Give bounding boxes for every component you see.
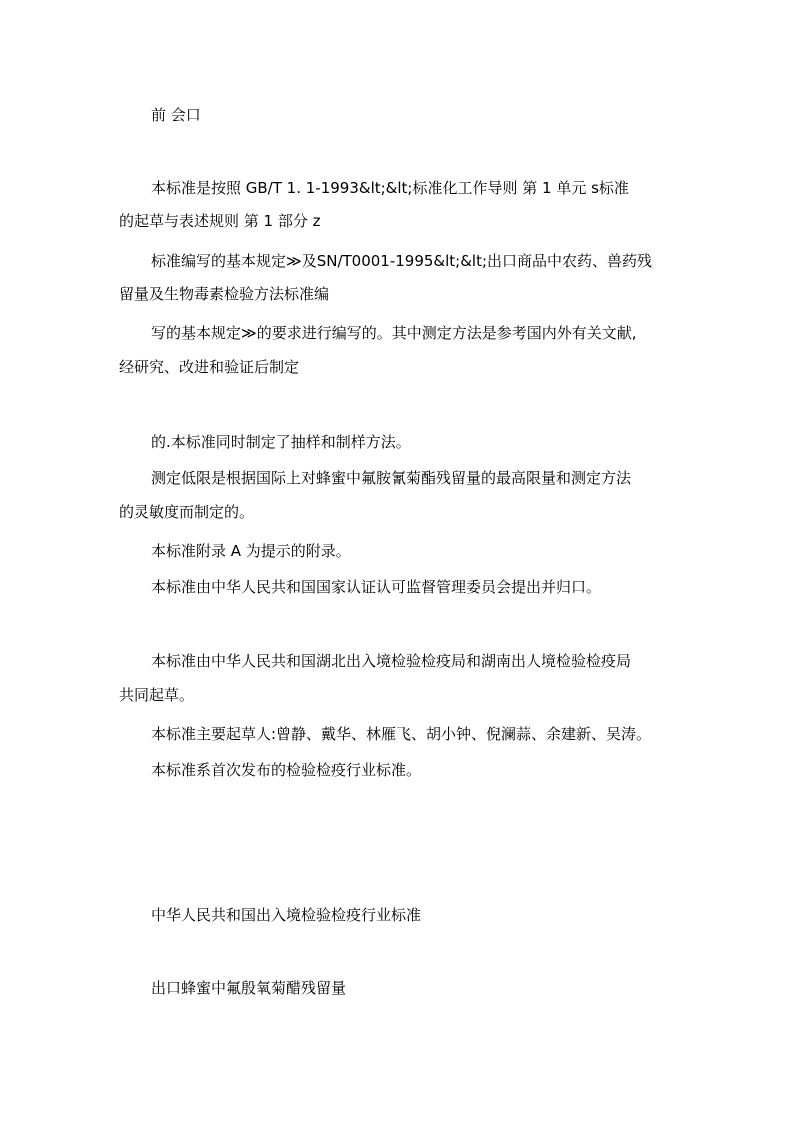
paragraph-7-line-1: 本标准由中华人民共和国国家认证认可监督管理委员会提出并归口。 — [151, 578, 602, 596]
heading: 前 会口 — [151, 106, 201, 124]
standard-title: 中华人民共和国出入境检验检疫行业标准 — [151, 906, 422, 924]
paragraph-4-line-1: 的.本标准同时制定了抽样和制样方法。 — [151, 433, 411, 451]
paragraph-1-line-2: 的起草与表述规则 第 1 部分 z — [119, 212, 321, 230]
paragraph-1-line-1: 本标准是按照 GB/T 1. 1-1993&lt;&lt;标准化工作导则 第 1 单元 s标准 — [151, 179, 629, 197]
paragraph-5-line-1: 测定低限是根据国际上对蜂蜜中氟胺氰菊酯残留量的最高限量和测定方法 — [151, 469, 632, 487]
paragraph-6-line-1: 本标准附录 A 为提示的附录。 — [151, 542, 351, 560]
paragraph-8-line-1: 本标准由中华人民共和国湖北出入境检验检疫局和湖南出人境检验检疫局 — [151, 652, 632, 670]
paragraph-3-line-1: 写的基本规定≫的要求进行编写的。其中测定方法是参考国内外有关文献, — [151, 324, 637, 342]
paragraph-8-line-2: 共同起草。 — [119, 686, 195, 704]
paragraph-10-line-1: 本标准系首次发布的检验检疫行业标准。 — [151, 761, 422, 779]
paragraph-9-line-1: 本标准主要起草人:曾静、戴华、林雁飞、胡小钟、倪澜蒜、余建新、吴涛。 — [151, 725, 652, 743]
document-title: 出口蜂蜜中氟殷氧菊醋残留量 — [151, 979, 347, 997]
paragraph-3-line-2: 经研究、改进和验证后制定 — [119, 358, 300, 376]
paragraph-2-line-2: 留量及生物毒素检验方法标准编 — [119, 285, 330, 303]
paragraph-5-line-2: 的灵敏度而制定的。 — [119, 503, 255, 521]
paragraph-2-line-1: 标准编写的基本规定≫及SN/T0001-1995&lt;&lt;出口商品中农药、兽药残 — [151, 252, 653, 270]
